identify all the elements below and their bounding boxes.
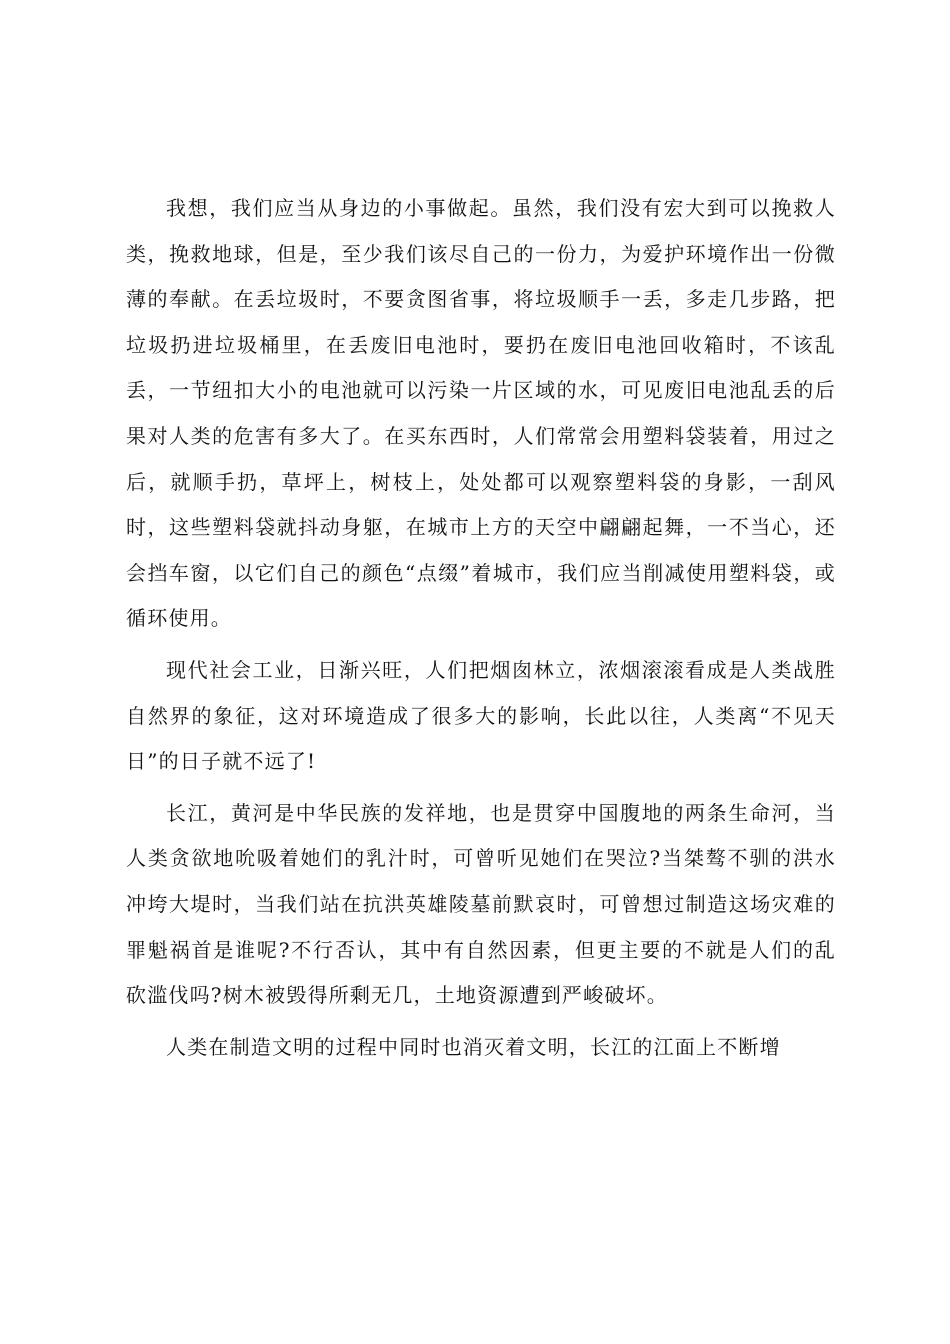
paragraph-1: 我想，我们应当从身边的小事做起。虽然，我们没有宏大到可以挽救人类，挽救地球，但是，至少我们该尽自己的一份力，为爱护环境作出一份微薄的奉献。在丢垃圾时，不要贪图省事，将垃圾顺手一丢，多走几步路，把垃圾扔进垃圾桶里，在丢废旧电池时，要扔在废旧电池回收箱时，不该乱丢，一节纽扣大小的电池就可以污染一片区域的水，可见废旧电池乱丢的后果对人类的危害有多大了。在买东西时，人们常常会用塑料袋装着，用过之后，就顺手扔，草坪上，树枝上，处处都可以观察塑料袋的身影，一刮风时，这些塑料袋就抖动身躯，在城市上方的天空中翩翩起舞，一不当心，还会挡车窗，以它们自己的颜色“点缀”着城市，我们应当削减使用塑料袋，或循环使用。 bbox=[126, 196, 836, 631]
paragraph-2: 现代社会工业，日渐兴旺，人们把烟囱林立，浓烟滚滚看成是人类战胜自然界的象征，这对环境造成了很多大的影响，长此以往，人类离“不见天日”的日子就不远了! bbox=[126, 657, 836, 774]
paragraph-4: 人类在制造文明的过程中同时也消灭着文明，长江的江面上不断增 bbox=[166, 1034, 781, 1059]
essay-body bbox=[126, 186, 836, 1070]
paragraph-3: 长江，黄河是中华民族的发祥地，也是贯穿中国腹地的两条生命河，当人类贪欲地吮吸着她们的乳汁时，可曾听见她们在哭泣?当桀骜不驯的洪水冲垮大堤时，当我们站在抗洪英雄陵墓前默哀时，可曾想过制造这场灾难的罪魁祸首是谁呢?不行否认，其中有自然因素，但更主要的不就是人们的乱砍滥伐吗?树木被毁得所剩无几，土地资源遭到严峻破坏。 bbox=[126, 800, 836, 1008]
